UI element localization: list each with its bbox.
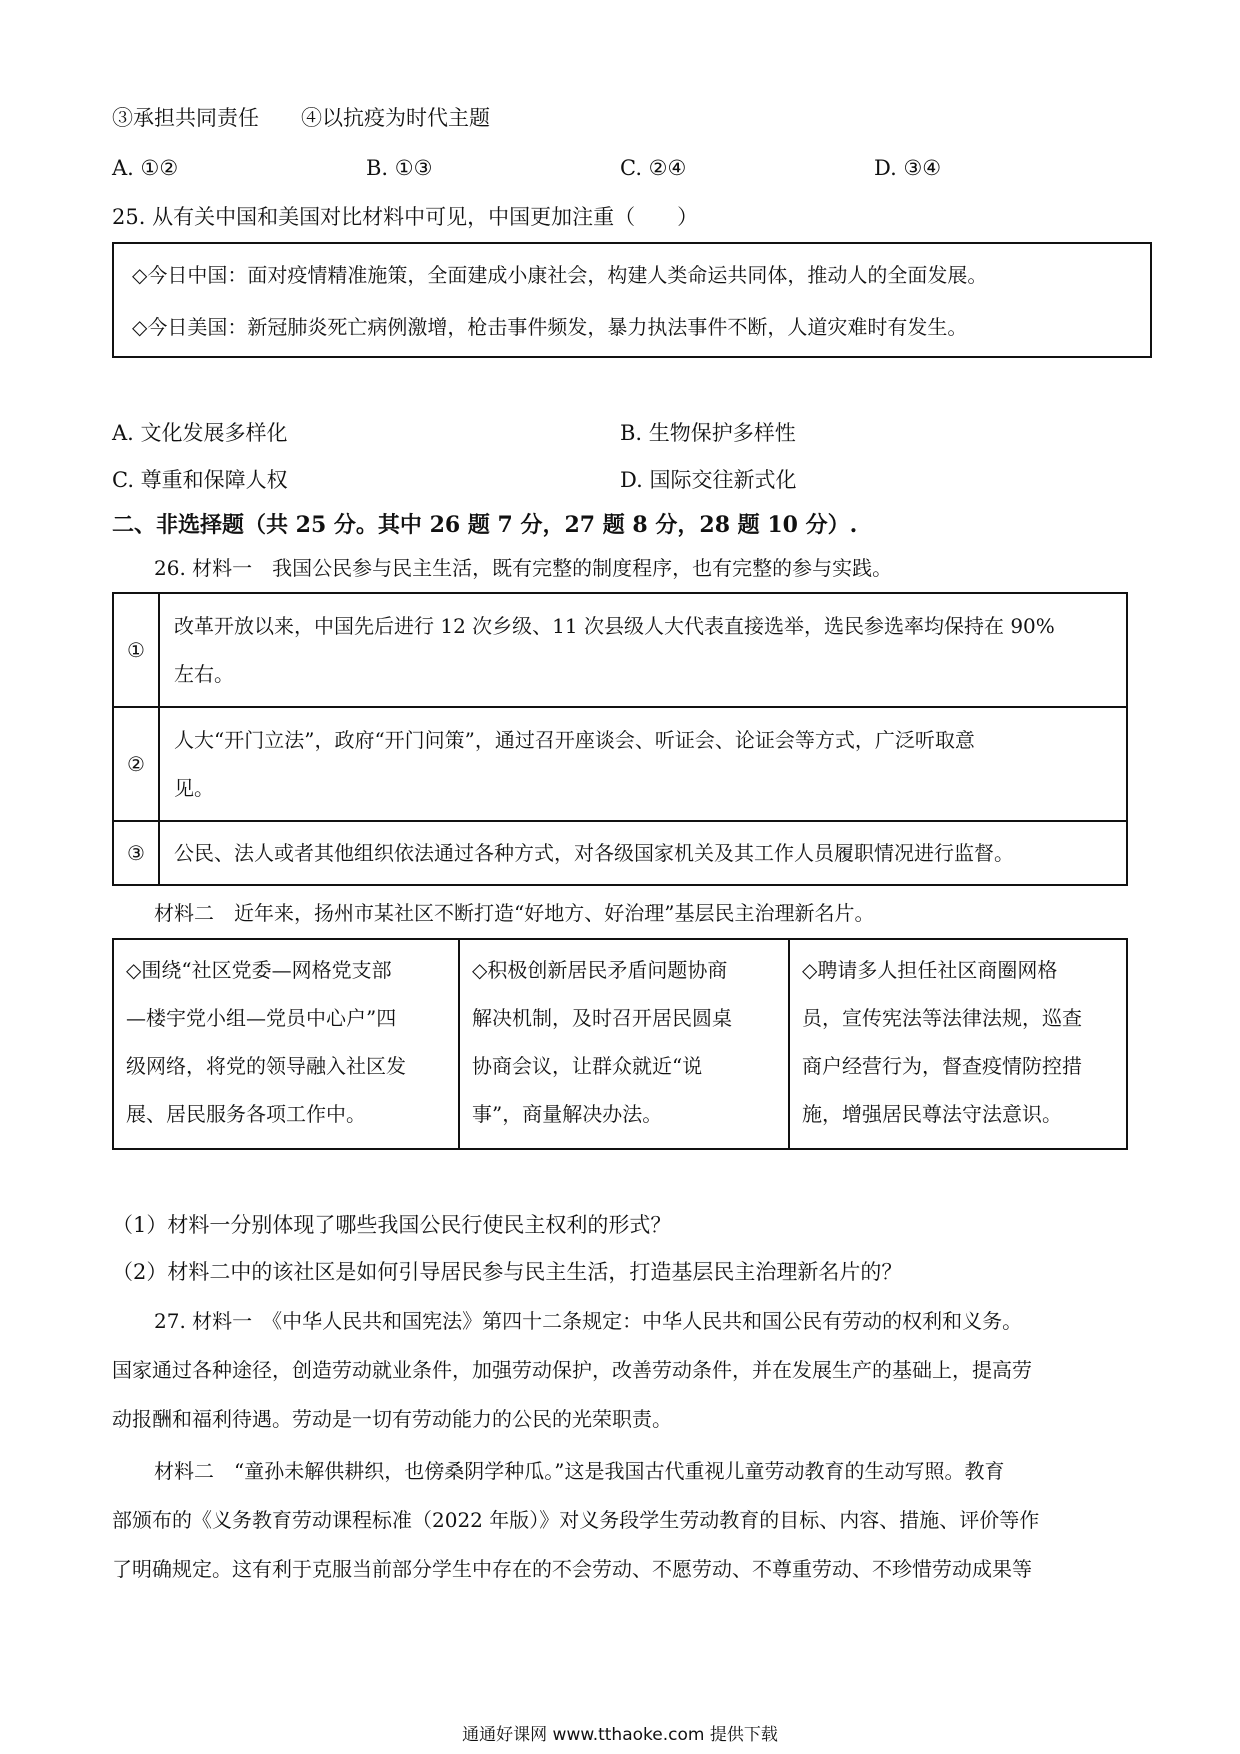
- table-row: [113, 939, 1127, 1149]
- table-cell: [459, 939, 789, 1149]
- q24-option-c: C. ②④: [620, 156, 687, 180]
- q25-option-a: A. 文化发展多样化: [112, 421, 288, 445]
- q25-material-china: ◇今日中国：面对疫情精准施策，全面建成小康社会，构建人类命运共同体，推动人的全面发展。: [132, 263, 988, 287]
- q25-material-usa: ◇今日美国：新冠肺炎死亡病例激增，枪击事件频发，暴力执法事件不断，人道灾难时有发生。: [132, 315, 968, 339]
- cell-line: 协商会议，让群众就近“说: [472, 1054, 703, 1078]
- row-text: [159, 821, 1127, 885]
- q26-sub-question-1: （1）材料一分别体现了哪些我国公民行使民主权利的形式？: [112, 1213, 672, 1237]
- row-text: [159, 707, 1127, 821]
- table-row: [113, 821, 1127, 885]
- cell-line: ◇围绕“社区党委—网格党支部: [126, 958, 392, 982]
- cell-line: 商户经营行为，督查疫情防控措: [802, 1054, 1082, 1078]
- cell-line: 员，宣传宪法等法律法规，巡查: [802, 1006, 1082, 1030]
- row-text: [159, 593, 1127, 707]
- row-text-line: 改革开放以来，中国先后进行 12 次乡级、11 次县级人大代表直接选举，选民参选率均保持在 90%: [174, 614, 1055, 638]
- table-cell: [789, 939, 1127, 1149]
- q24-option-d: D. ③④: [874, 156, 942, 180]
- q27-material2-line3: 了明确规定。这有利于克服当前部分学生中存在的不会劳动、不愿劳动、不尊重劳动、不珍惜劳动成果等: [112, 1557, 1032, 1581]
- cell-line: 施，增强居民尊法守法意识。: [802, 1102, 1062, 1126]
- q27-material1-line3: 动报酬和福利待遇。劳动是一切有劳动能力的公民的光荣职责。: [112, 1407, 672, 1431]
- row-number: ①: [113, 593, 159, 707]
- section-heading: 二、非选择题（共 25 分。其中 26 题 7 分，27 题 8 分，28 题 10 分）.: [112, 512, 858, 538]
- q25-option-b: B. 生物保护多样性: [620, 421, 796, 445]
- cell-line: —楼宇党小组—党员中心户”四: [126, 1006, 397, 1030]
- q25-stem: 25. 从有关中国和美国对比材料中可见，中国更加注重（ ）: [112, 205, 699, 229]
- q25-material-box: [112, 242, 1152, 358]
- row-text-line: 见。: [174, 776, 214, 800]
- cell-line: ◇聘请多人担任社区商圈网格: [802, 958, 1058, 982]
- q25-option-c: C. 尊重和保障人权: [112, 468, 288, 492]
- q26-material2: 材料二 近年来，扬州市某社区不断打造“好地方、好治理”基层民主治理新名片。: [154, 901, 875, 925]
- cell-line: ◇积极创新居民矛盾问题协商: [472, 958, 728, 982]
- cell-line: 事”，商量解决办法。: [472, 1102, 663, 1126]
- q24-option-b: B. ①③: [366, 156, 433, 180]
- q24-option-a: A. ①②: [112, 156, 179, 180]
- q26-intro: 26. 材料一 我国公民参与民主生活，既有完整的制度程序，也有完整的参与实践。: [154, 556, 893, 580]
- table-row: [113, 593, 1127, 707]
- row-number: ②: [113, 707, 159, 821]
- q24-items-line: ③承担共同责任 ④以抗疫为时代主题: [112, 106, 490, 130]
- cell-line: 展、居民服务各项工作中。: [126, 1102, 366, 1126]
- q27-material1-line2: 国家通过各种途径，创造劳动就业条件，加强劳动保护，改善劳动条件，并在发展生产的基础上，提高劳: [112, 1358, 1032, 1382]
- row-number: ③: [113, 821, 159, 885]
- q27-material1-line1: 27. 材料一 《中华人民共和国宪法》第四十二条规定：中华人民共和国公民有劳动的权利和义务。: [154, 1309, 1023, 1333]
- q26-material2-table: [112, 938, 1128, 1150]
- cell-line: 解决机制，及时召开居民圆桌: [472, 1006, 732, 1030]
- table-row: [113, 707, 1127, 821]
- cell-line: 级网络，将党的领导融入社区发: [126, 1054, 406, 1078]
- q27-material2-line2: 部颁布的《义务教育劳动课程标准（2022 年版）》对义务段学生劳动教育的目标、内容、措施、评价等作: [112, 1508, 1040, 1532]
- q26-material1-table: [112, 592, 1128, 886]
- table-cell: [113, 939, 459, 1149]
- row-text-line: 左右。: [174, 662, 234, 686]
- row-text-line: 人大“开门立法”，政府“开门问策”，通过召开座谈会、听证会、论证会等方式，广泛听取意: [174, 728, 975, 752]
- q26-sub-question-2: （2）材料二中的该社区是如何引导居民参与民主生活，打造基层民主治理新名片的？: [112, 1260, 903, 1284]
- q25-option-d: D. 国际交往新式化: [620, 468, 797, 492]
- row-text-line: 公民、法人或者其他组织依法通过各种方式，对各级国家机关及其工作人员履职情况进行监督。: [174, 841, 1014, 865]
- page-footer: 通通好课网 www.tthaoke.com 提供下载: [462, 1725, 778, 1745]
- q27-material2-line1: 材料二 “童孙未解供耕织，也傍桑阴学种瓜。”这是我国古代重视儿童劳动教育的生动写照。教育: [154, 1459, 1005, 1483]
